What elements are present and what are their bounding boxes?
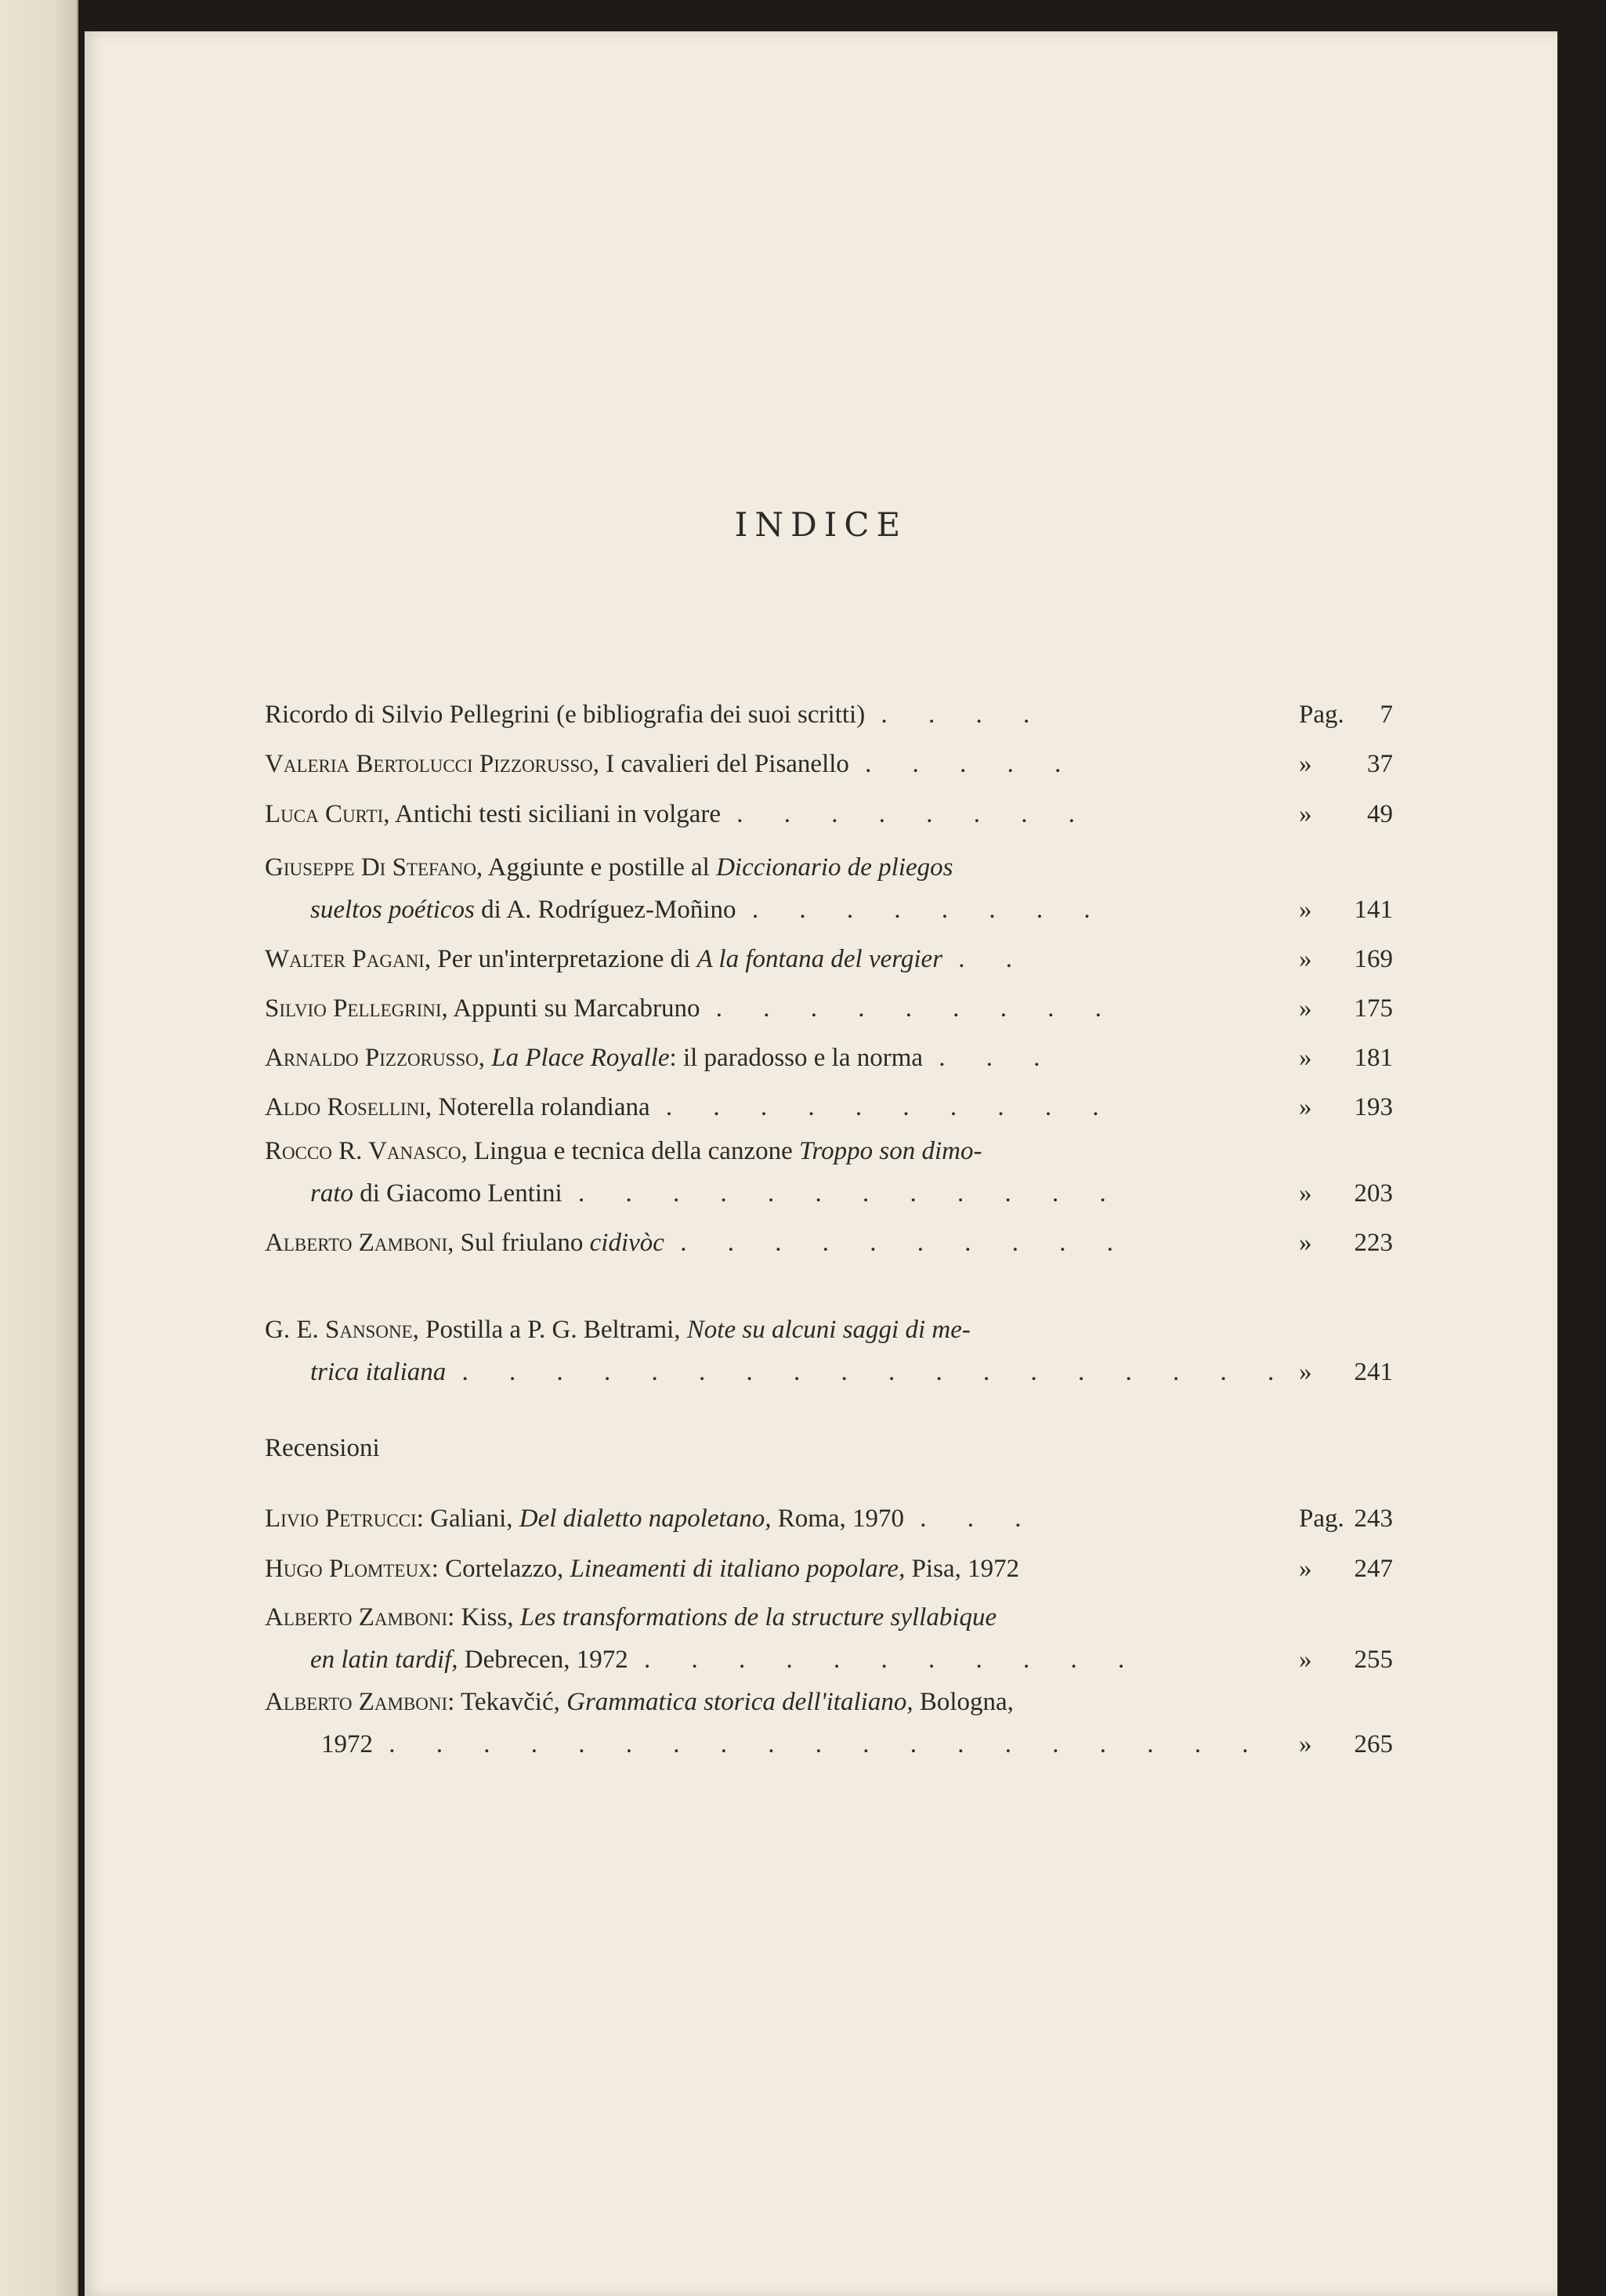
- toc-entry: [265, 1222, 1393, 1264]
- toc-entry: [265, 743, 1393, 785]
- review-title-italic: Del dialetto napoletano,: [519, 1505, 772, 1533]
- page-number: 247: [1354, 1555, 1393, 1583]
- dot-leader: . .: [958, 945, 1030, 973]
- page-number: 193: [1354, 1093, 1393, 1121]
- page-label: Pag.: [1299, 1505, 1344, 1533]
- entry-title-italic: Troppo son dimo-: [799, 1137, 982, 1165]
- review-text: 1972: [321, 1730, 373, 1758]
- toc-entry: [265, 938, 1393, 980]
- page-number: 169: [1354, 945, 1393, 973]
- page-label: »: [1299, 1555, 1312, 1583]
- entry-title-italic: trica italiana: [310, 1358, 447, 1386]
- dot-leader: . . . . . . . . .: [715, 994, 1119, 1023]
- entry-title: Lingua e tecnica della canzone: [467, 1137, 799, 1165]
- section-heading-recensioni: Recensioni: [265, 1434, 380, 1462]
- dot-leader: . . .: [939, 1044, 1058, 1072]
- entry-author: G. E. Sansone,: [265, 1316, 419, 1344]
- dot-leader: . . . . . . . . . . .: [643, 1646, 1142, 1674]
- entry-title-italic: sueltos poéticos: [310, 896, 475, 924]
- page-number: 141: [1354, 896, 1393, 924]
- entry-title: Aggiunte e postille al: [483, 853, 717, 882]
- page-label: »: [1299, 750, 1312, 778]
- book-page: [85, 31, 1557, 2296]
- entry-title: Antichi testi siciliani in volgare: [389, 800, 722, 828]
- entry-title-italic: rato: [310, 1179, 354, 1208]
- dot-leader: . . . . . . . . . .: [680, 1229, 1130, 1257]
- entry-author: Valeria Bertolucci Pizzorusso,: [265, 750, 600, 778]
- entry-title: : il paradosso e la norma: [669, 1044, 924, 1072]
- entry-title: Sul friulano: [454, 1229, 590, 1257]
- dot-leader: . . . . . . . .: [751, 896, 1108, 924]
- entry-title: Appunti su Marcabruno: [447, 994, 700, 1023]
- review-text: Roma, 1970: [771, 1505, 905, 1533]
- review-text: Galiani,: [423, 1505, 519, 1533]
- review-author: Alberto Zamboni:: [265, 1688, 455, 1716]
- page-number: 181: [1354, 1044, 1393, 1072]
- toc-entry: [265, 1037, 1393, 1079]
- toc-entry: [265, 1130, 1393, 1215]
- review-title-italic: en latin tardif,: [310, 1646, 458, 1674]
- page-label: »: [1299, 1044, 1312, 1072]
- toc-entry: [265, 987, 1393, 1030]
- review-text: Tekavčić,: [454, 1688, 567, 1716]
- entry-title: I cavalieri del Pisanello: [599, 750, 849, 778]
- entry-author: Arnaldo Pizzorusso,: [265, 1044, 486, 1072]
- page-title: INDICE: [734, 505, 908, 544]
- entry-author: Silvio Pellegrini,: [265, 994, 448, 1023]
- dot-leader: . . . . . . . . . .: [665, 1093, 1116, 1121]
- review-title-italic: Grammatica storica dell'italiano,: [566, 1688, 913, 1716]
- review-author: Hugo Plomteux:: [265, 1555, 439, 1583]
- page-number: 37: [1367, 750, 1393, 778]
- page-label: »: [1299, 1229, 1312, 1257]
- entry-title: di A. Rodríguez-Moñino: [474, 896, 736, 924]
- page-number: 243: [1354, 1505, 1393, 1533]
- page-label: »: [1299, 1646, 1312, 1674]
- entry-title: Per un'interpretazione di: [431, 945, 697, 973]
- review-entry: [265, 1596, 1393, 1681]
- entry-title-italic: A la fontana del vergier: [696, 945, 943, 973]
- toc-entry: [265, 694, 1393, 736]
- page-label: »: [1299, 994, 1312, 1023]
- review-entry: [265, 1548, 1393, 1590]
- page-number: 7: [1380, 701, 1393, 729]
- entry-author: Luca Curti,: [265, 800, 390, 828]
- entry-title: Postilla a P. G. Beltrami,: [418, 1316, 687, 1344]
- review-entry: [265, 1497, 1393, 1540]
- entry-title: di Giacomo Lentini: [353, 1179, 562, 1208]
- entry-title-italic: Diccionario de pliegos: [716, 853, 953, 882]
- entry-title: Noterella rolandiana: [432, 1093, 650, 1121]
- page-number: 223: [1354, 1229, 1393, 1257]
- review-author: Livio Petrucci:: [265, 1505, 424, 1533]
- review-title-italic: Les transformations de la structure syllabique: [519, 1603, 997, 1631]
- toc-entry: [265, 846, 1393, 931]
- review-text: Pisa, 1972: [905, 1555, 1020, 1583]
- page-number: 175: [1354, 994, 1393, 1023]
- page-label: »: [1299, 1093, 1312, 1121]
- entry-title-italic: cidivòc: [589, 1229, 664, 1257]
- review-text: Cortelazzo,: [438, 1555, 570, 1583]
- page-label: »: [1299, 800, 1312, 828]
- review-entry: [265, 1681, 1393, 1765]
- review-author: Alberto Zamboni:: [265, 1603, 455, 1631]
- page-number: 203: [1354, 1179, 1393, 1208]
- review-text: Bologna,: [913, 1688, 1014, 1716]
- dot-leader: . . . . .: [865, 750, 1079, 778]
- entry-author: Walter Pagani,: [265, 945, 432, 973]
- page-label: Pag.: [1299, 701, 1344, 729]
- dot-leader: . . . . . . . . . . . . . . . . . . .: [389, 1730, 1266, 1758]
- page-label: »: [1299, 1730, 1312, 1758]
- review-text: Debrecen, 1972: [458, 1646, 628, 1674]
- dot-leader: . . . . . . . .: [736, 800, 1093, 828]
- page-number: 241: [1354, 1358, 1393, 1386]
- page-label: »: [1299, 945, 1312, 973]
- review-title-italic: Lineamenti di italiano popolare,: [570, 1555, 906, 1583]
- toc-entry: [265, 1309, 1393, 1393]
- page-number: 49: [1367, 800, 1393, 828]
- dot-leader: . . . .: [881, 701, 1047, 729]
- dot-leader: . . .: [920, 1505, 1039, 1533]
- entry-author: Giuseppe Di Stefano,: [265, 853, 483, 882]
- entry-title: Ricordo di Silvio Pellegrini (e bibliografia dei suoi scritti): [265, 701, 866, 729]
- toc-entry: [265, 1086, 1393, 1128]
- entry-author: Aldo Rosellini,: [265, 1093, 432, 1121]
- entry-author: Alberto Zamboni,: [265, 1229, 454, 1257]
- page-number: 255: [1354, 1646, 1393, 1674]
- adjacent-page-edge: [0, 0, 78, 2296]
- dot-leader: . . . . . . . . . . . .: [577, 1179, 1123, 1208]
- entry-title-italic: Note su alcuni saggi di me-: [686, 1316, 971, 1344]
- page-number: 265: [1354, 1730, 1393, 1758]
- page-label: »: [1299, 1358, 1312, 1386]
- page-label: »: [1299, 896, 1312, 924]
- entry-author: Rocco R. Vanasco,: [265, 1137, 468, 1165]
- toc-entry: [265, 793, 1393, 835]
- dot-leader: . . . . . . . . . . . . . . . . . .: [461, 1358, 1292, 1386]
- review-text: Kiss,: [454, 1603, 520, 1631]
- entry-title-italic: La Place Royalle: [491, 1044, 670, 1072]
- page-label: »: [1299, 1179, 1312, 1208]
